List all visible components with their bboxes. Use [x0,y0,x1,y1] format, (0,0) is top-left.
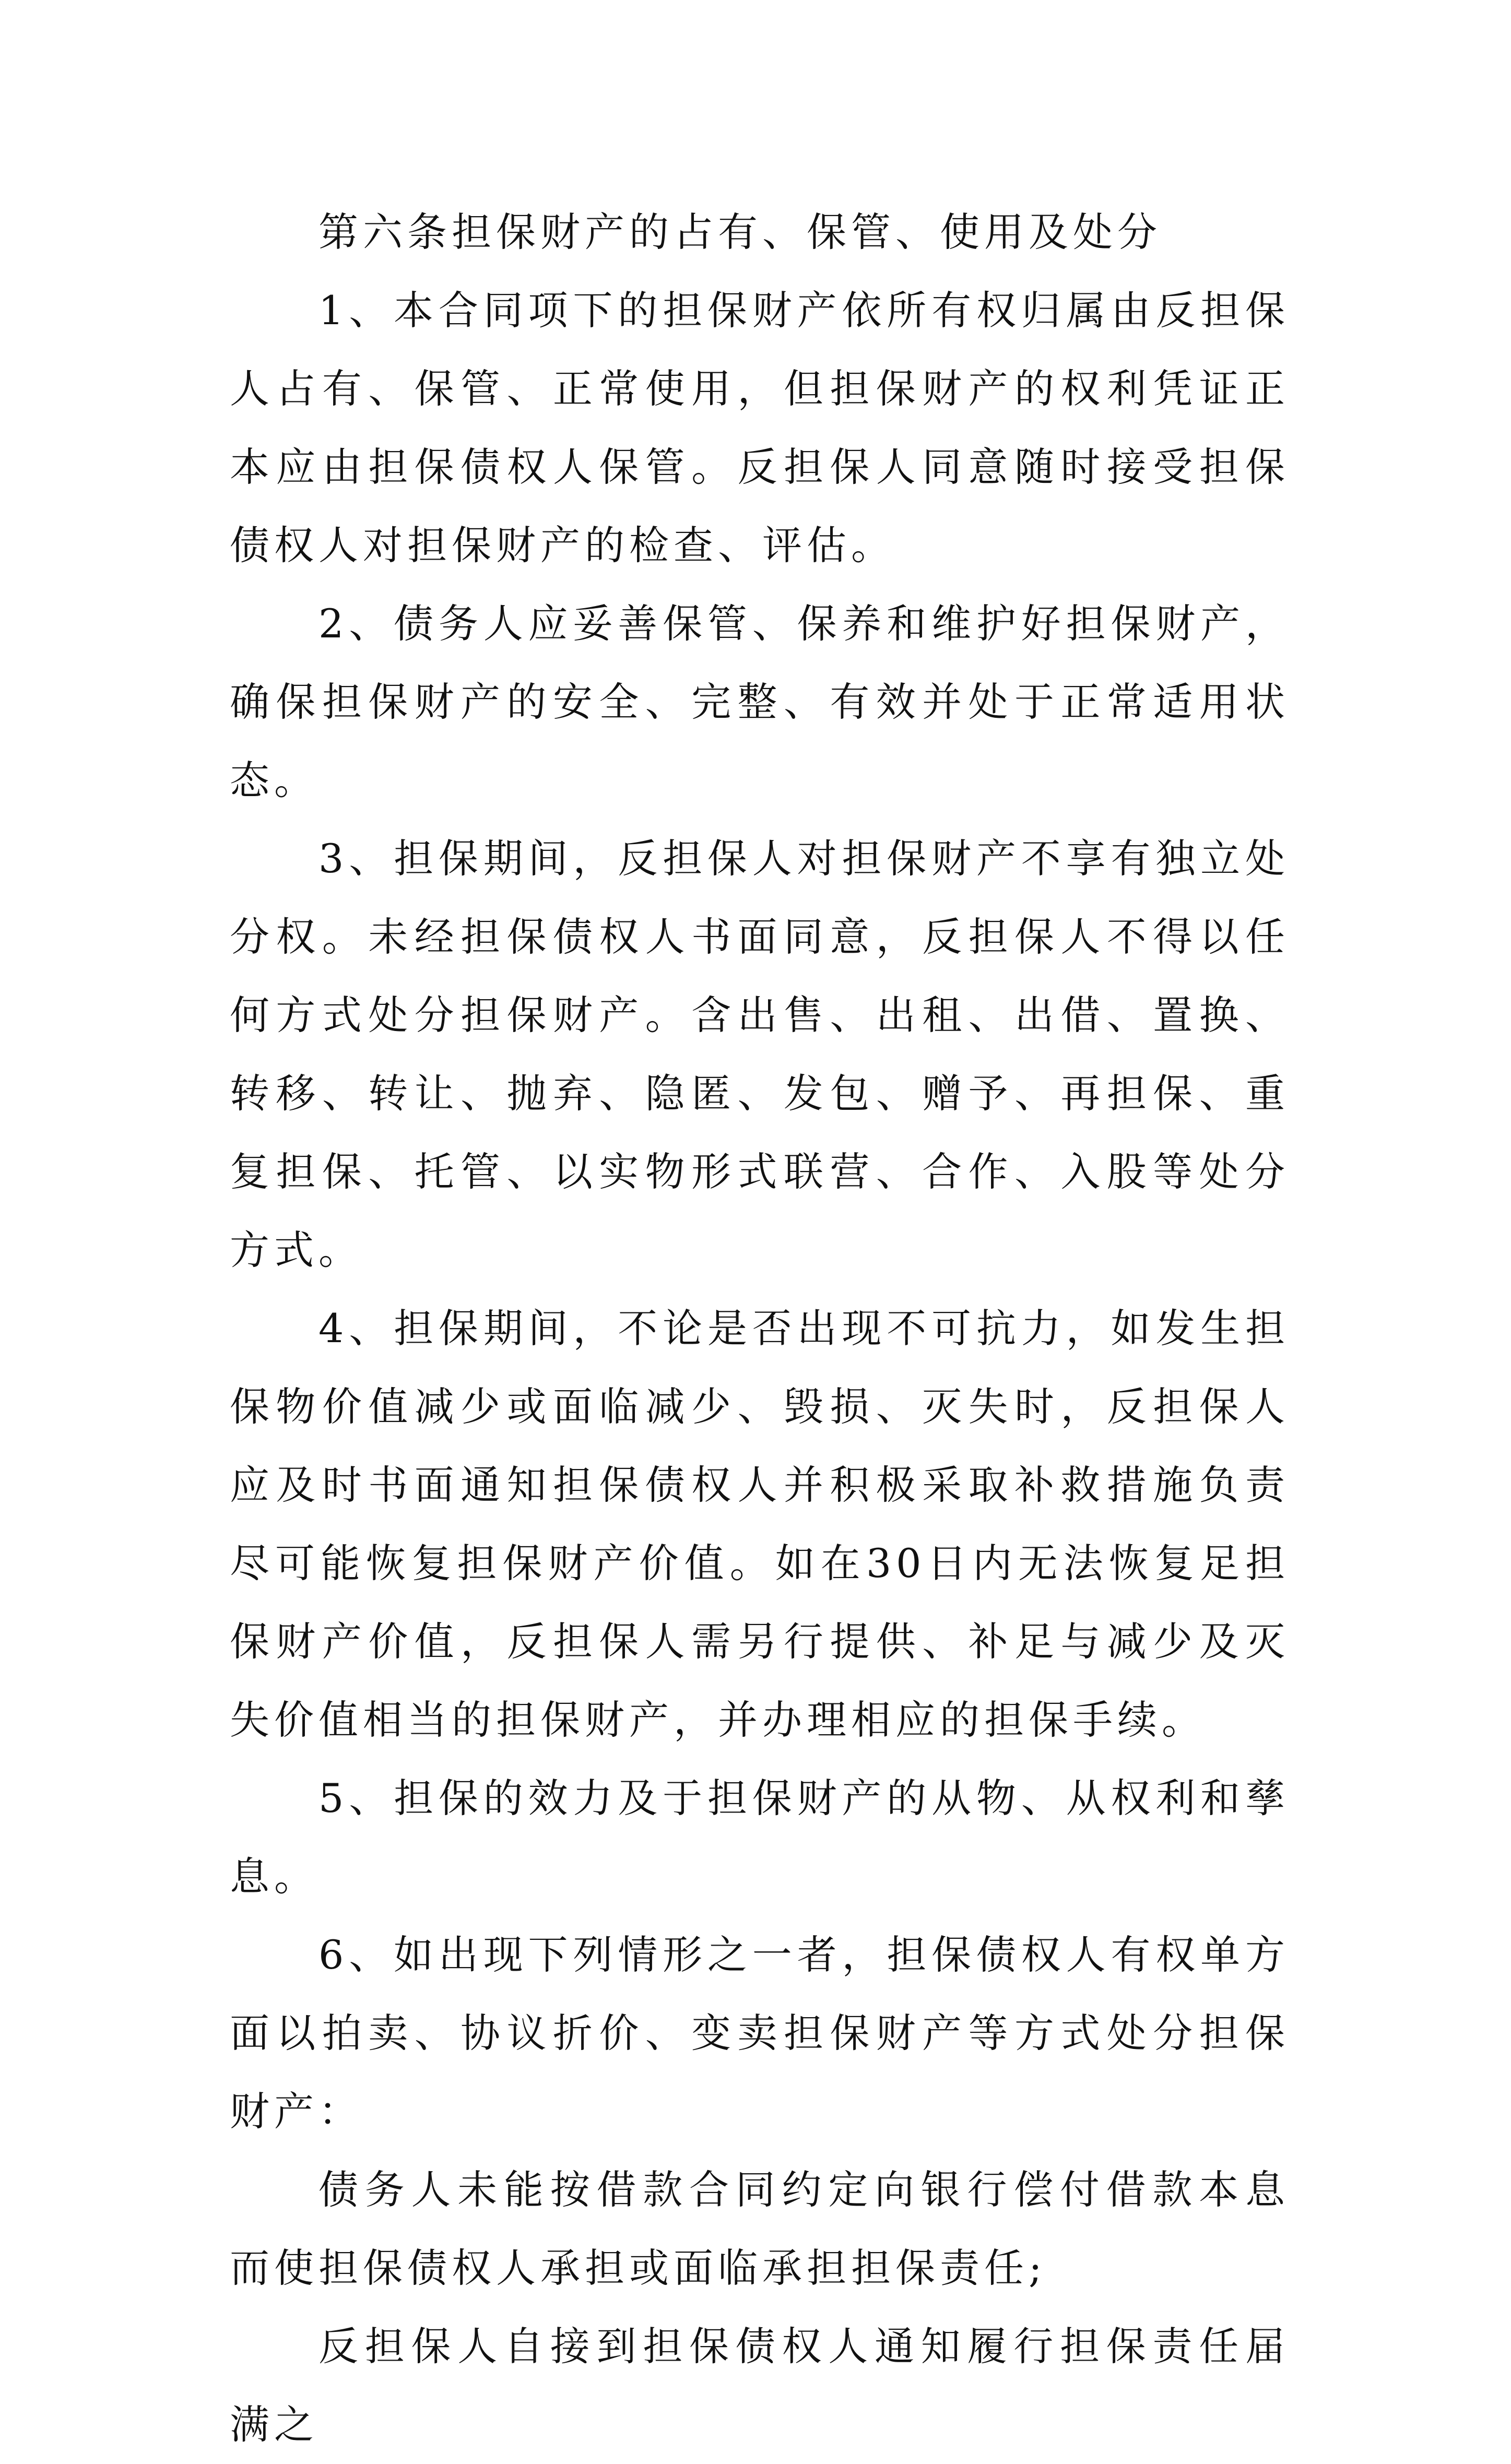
clause-6-item-1: 债务人未能按借款合同约定向银行偿付借款本息而使担保债权人承担或面临承担担保责任; [230,2166,1290,2291]
clause-3: 3、担保期间，反担保人对担保财产不享有独立处分权。未经担保债权人书面同意，反担保人不得以任何方式处分担保财产。含出售、出租、出借、置换、转移、转让、抛弃、隐匿、发包、赠予、再担保、重复担保、托管、以实物形式联营、合作、入股等处分方式。 [230,835,1290,1273]
clause-5: 5、担保的效力及于担保财产的从物、从权利和孳息。 [230,1775,1290,1900]
document-body [230,193,1290,2464]
article-heading: 第六条担保财产的占有、保管、使用及处分 [318,209,1162,255]
clause-2: 2、债务人应妥善保管、保养和维护好担保财产，确保担保财产的安全、完整、有效并处于正常适用状态。 [230,600,1290,803]
clause-4: 4、担保期间，不论是否出现不可抗力，如发生担保物价值减少或面临减少、毁损、灭失时，反担保人应及时书面通知担保债权人并积极采取补救措施负责尽可能恢复担保财产价值。如在30日内无法恢复足担保财产价值，反担保人需另行提供、补足与减少及灭失价值相当的担保财产，并办理相应的担保手续。 [230,1305,1290,1743]
clause-6: 6、如出现下列情形之一者，担保债权人有权单方面以拍卖、协议折价、变卖担保财产等方式处分担保财产： [230,1932,1290,2135]
clause-1: 1、本合同项下的担保财产依所有权归属由反担保人占有、保管、正常使用，但担保财产的权利凭证正本应由担保债权人保管。反担保人同意随时接受担保债权人对担保财产的检查、评估。 [230,287,1290,568]
clause-6-item-2: 反担保人自接到担保债权人通知履行担保责任届满之 [230,2323,1290,2448]
